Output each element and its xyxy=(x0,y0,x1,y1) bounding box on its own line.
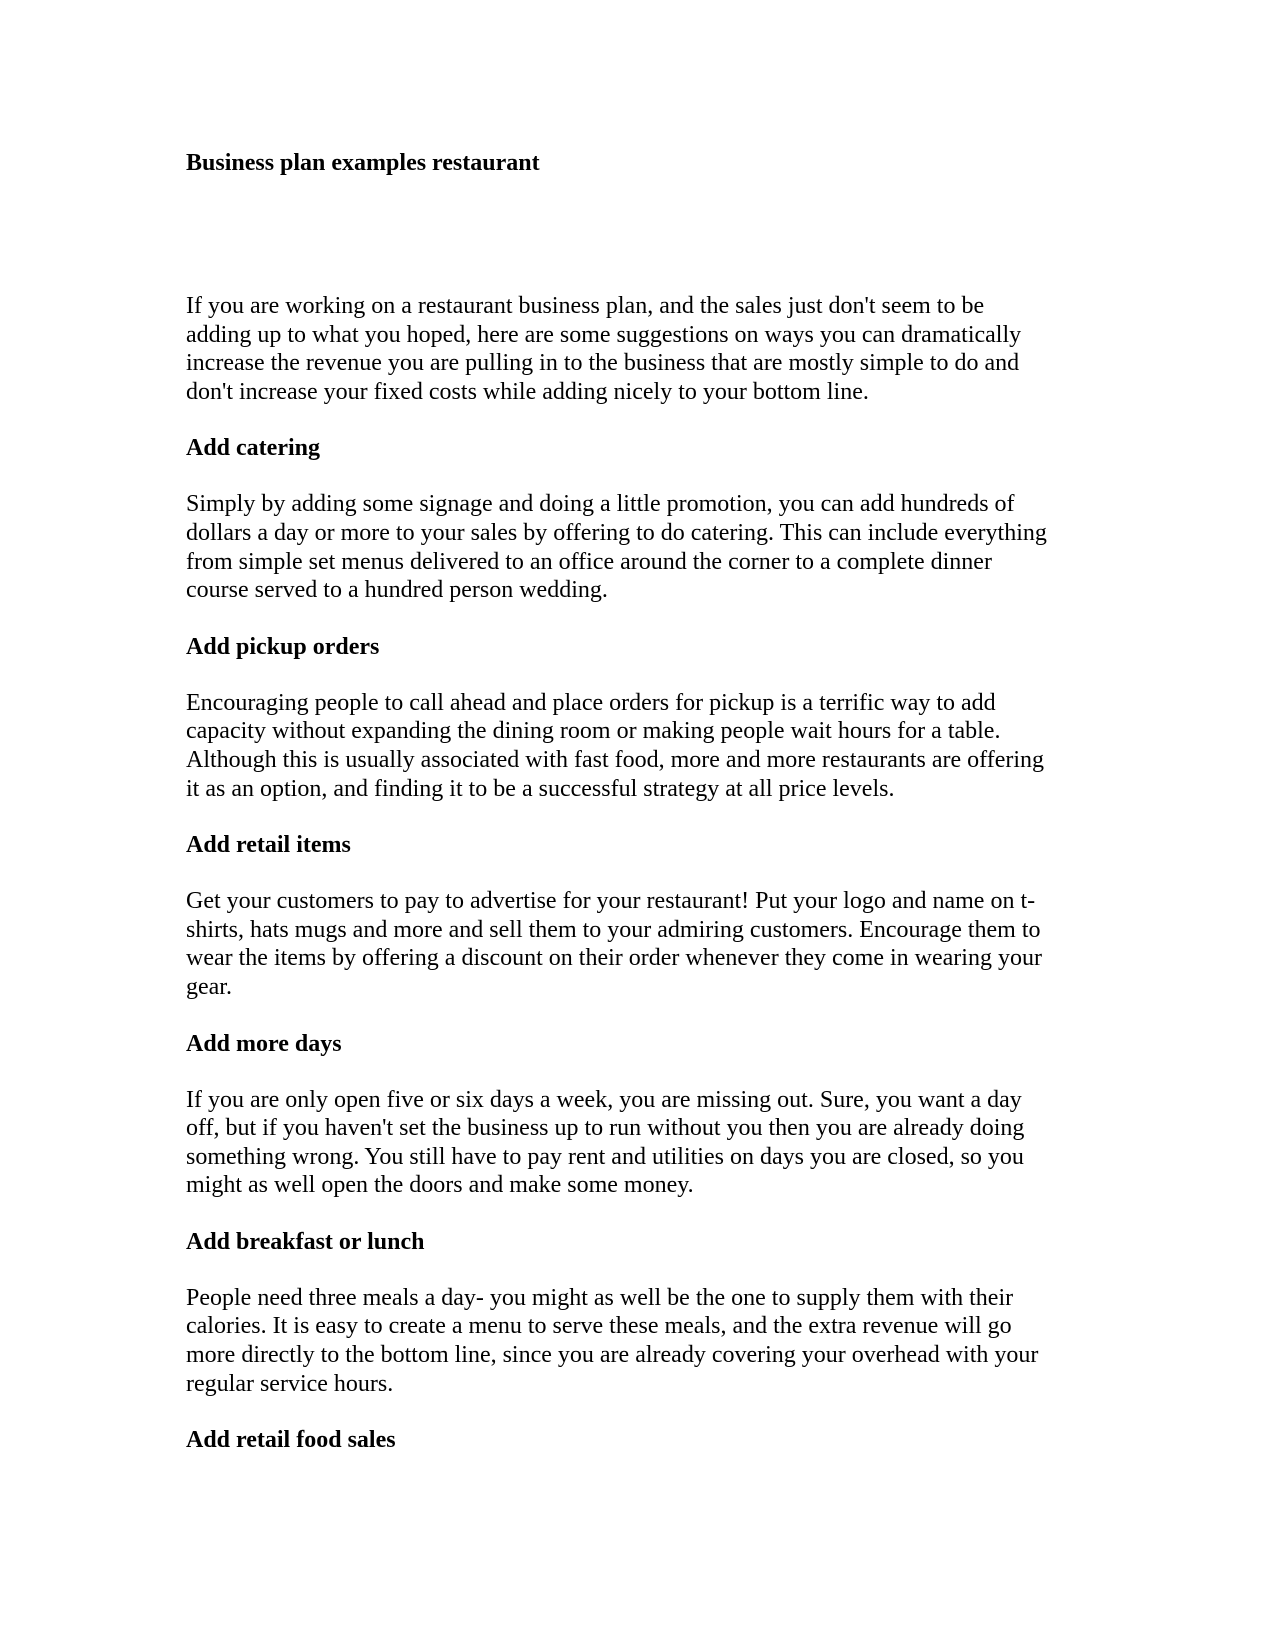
paragraph-line: capacity without expanding the dining room or making people wait hours for a table. xyxy=(186,718,1001,745)
paragraph-line: shirts, hats mugs and more and sell them to your admiring customers. Encourage them to xyxy=(186,916,1041,943)
paragraph-line: wear the items by offering a discount on their order whenever they come in wearing your xyxy=(186,945,1042,972)
paragraph-line: from simple set menus delivered to an office around the corner to a complete dinner xyxy=(186,548,992,575)
spacer xyxy=(186,463,1091,490)
document-body xyxy=(186,292,1091,1455)
intro-paragraph xyxy=(186,292,1091,406)
paragraph-line: might as well open the doors and make some money. xyxy=(186,1172,694,1199)
paragraph-line: it as an option, and finding it to be a successful strategy at all price levels. xyxy=(186,775,895,802)
spacer xyxy=(186,1257,1091,1284)
paragraph-line: regular service hours. xyxy=(186,1370,394,1397)
spacer xyxy=(186,1398,1091,1426)
paragraph-line: Simply by adding some signage and doing a little promotion, you can add hundreds of xyxy=(186,491,1015,518)
spacer xyxy=(186,662,1091,689)
paragraph-line: People need three meals a day- you might as well be the one to supply them with their xyxy=(186,1284,1014,1311)
section-heading-catering: Add catering xyxy=(186,435,320,462)
spacer xyxy=(186,605,1091,633)
section-heading-more-days: Add more days xyxy=(186,1030,342,1057)
spacer xyxy=(186,1200,1091,1228)
paragraph-line: calories. It is easy to create a menu to serve these meals, and the extra revenue will go xyxy=(186,1313,1012,1340)
paragraph-line: course served to a hundred person wedding. xyxy=(186,577,608,604)
spacer xyxy=(186,406,1091,434)
paragraph-line: Although this is usually associated with fast food, more and more restaurants are offering xyxy=(186,746,1045,773)
section-heading-pickup-orders: Add pickup orders xyxy=(186,633,380,660)
paragraph-line: something wrong. You still have to pay rent and utilities on days you are closed, so you xyxy=(186,1143,1024,1170)
paragraph-line: If you are only open five or six days a week, you are missing out. Sure, you want a day xyxy=(186,1086,1022,1113)
section-paragraph-catering xyxy=(186,490,1091,604)
document-title: Business plan examples restaurant xyxy=(186,150,540,176)
paragraph-line: off, but if you haven't set the business up to run without you then you are already doing xyxy=(186,1115,1025,1142)
section-paragraph-retail-items xyxy=(186,887,1091,1001)
intro-line: don't increase your fixed costs while adding nicely to your bottom line. xyxy=(186,378,869,405)
paragraph-line: gear. xyxy=(186,973,232,1000)
intro-line: increase the revenue you are pulling in to the business that are mostly simple to do and xyxy=(186,350,1020,377)
section-paragraph-more-days xyxy=(186,1086,1091,1200)
paragraph-line: Get your customers to pay to advertise for your restaurant! Put your logo and name on t- xyxy=(186,888,1036,915)
section-paragraph-pickup-orders xyxy=(186,689,1091,803)
intro-line: If you are working on a restaurant business plan, and the sales just don't seem to be xyxy=(186,293,985,319)
spacer xyxy=(186,803,1091,831)
spacer xyxy=(186,1059,1091,1086)
paragraph-line: Encouraging people to call ahead and place orders for pickup is a terrific way to add xyxy=(186,689,996,716)
section-heading-retail-items: Add retail items xyxy=(186,832,351,859)
paragraph-line: more directly to the bottom line, since you are already covering your overhead with your xyxy=(186,1342,1039,1369)
paragraph-line: dollars a day or more to your sales by offering to do catering. This can include everything xyxy=(186,519,1047,546)
spacer xyxy=(186,1002,1091,1030)
section-heading-retail-food-sales: Add retail food sales xyxy=(186,1427,396,1454)
section-paragraph-breakfast-or-lunch xyxy=(186,1284,1091,1398)
section-heading-breakfast-or-lunch: Add breakfast or lunch xyxy=(186,1228,425,1255)
intro-line: adding up to what you hoped, here are some suggestions on ways you can dramatically xyxy=(186,321,1022,348)
spacer xyxy=(186,860,1091,887)
